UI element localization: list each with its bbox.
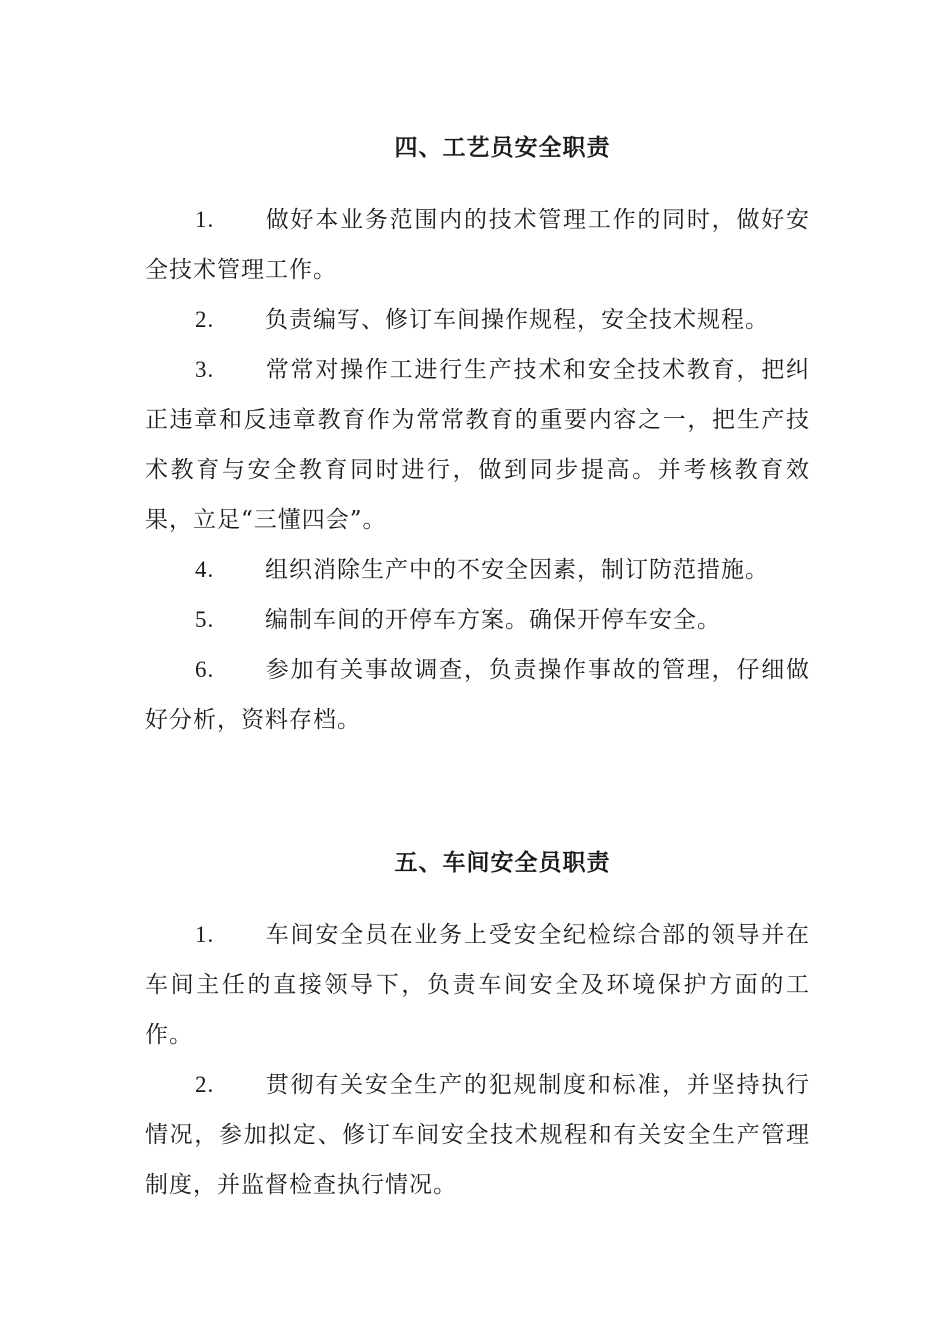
item-number: 6. (195, 657, 215, 682)
list-item (145, 595, 810, 645)
item-number: 2. (195, 1072, 215, 1097)
list-item (145, 295, 810, 345)
list-item (145, 910, 810, 1060)
item-number: 2. (195, 307, 215, 332)
section-workshop-safety-officer-duties (145, 843, 810, 1210)
item-text: 负责编写、修订车间操作规程，安全技术规程。 (265, 307, 769, 333)
section-process-engineer-duties (145, 128, 810, 745)
item-number: 4. (195, 557, 215, 582)
list-item (145, 345, 810, 545)
list-item (145, 645, 810, 745)
item-text: 常常对操作工进行生产技术和安全技术教育，把纠正违章和反违章教育作为常常教育的重要内容之一，把生产技术教育与安全教育同时进行，做到同步提高。并考核教育效果，立足“三懂四会”。 (145, 357, 810, 533)
item-text: 参加有关事故调查，负责操作事故的管理，仔细做好分析，资料存档。 (145, 657, 810, 733)
item-text: 组织消除生产中的不安全因素，制订防范措施。 (265, 557, 769, 583)
item-number: 1. (195, 922, 215, 947)
item-number: 3. (195, 357, 215, 382)
section-title: 四、工艺员安全职责 (394, 135, 611, 161)
section-title: 五、车间安全员职责 (394, 850, 611, 876)
item-text: 贯彻有关安全生产的犯规制度和标准，并坚持执行情况，参加拟定、修订车间安全技术规程和有关安全生产管理制度，并监督检查执行情况。 (145, 1072, 810, 1198)
list-item (145, 195, 810, 295)
list-item (145, 545, 810, 595)
item-text: 车间安全员在业务上受安全纪检综合部的领导并在车间主任的直接领导下，负责车间安全及环境保护方面的工作。 (145, 922, 810, 1048)
item-text: 做好本业务范围内的技术管理工作的同时，做好安全技术管理工作。 (145, 207, 810, 283)
item-text: 编制车间的开停车方案。确保开停车安全。 (265, 607, 721, 633)
item-number: 5. (195, 607, 215, 632)
list-item (145, 1060, 810, 1210)
item-number: 1. (195, 207, 215, 232)
